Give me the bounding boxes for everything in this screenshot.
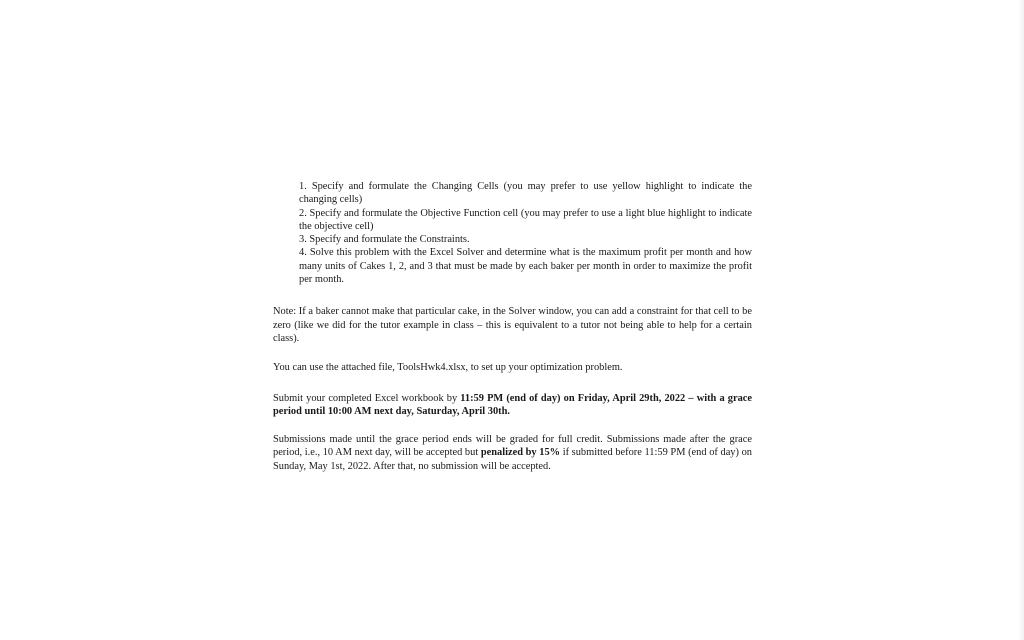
step-2: 2. Specify and formulate the Objective Function cell (you may prefer to use a light blue highlight to indicate the objective cell) [299, 207, 752, 232]
deadline-text: 11:59 PM (end of day) on Friday, April 29th, 2022 – with a grace period until 10:00 AM next day, Saturday, April 30th. [273, 392, 752, 417]
grading-text-2: if submitted before 11:59 PM (end of day) on Sunday, May 1st, 2022. After that, no submission will be accepted. [273, 447, 752, 472]
submission-deadline [273, 392, 752, 419]
grading-policy [273, 433, 752, 473]
step-1: 1. Specify and formulate the Changing Cells (you may prefer to use yellow highlight to indicate the changing cells) [299, 181, 752, 206]
attached-file-line: You can use the attached file, ToolsHwk4.xlsx, to set up your optimization problem. [273, 362, 623, 374]
step-3: 3. Specify and formulate the Constraints. [299, 234, 470, 246]
assignment-instructions [273, 180, 752, 473]
penalty-text: penalized by 15% [480, 447, 561, 459]
step-4: 4. Solve this problem with the Excel Solver and determine what is the maximum profit per month and how many units of Cakes 1, 2, and 3 that must be made by each baker per month in order to maximize the profit per month. [299, 247, 752, 286]
grading-text-1: Submissions made until the grace period ends will be graded for full credit. Submissions made after the grace period, i.e., 10 AM next day, will be accepted but [273, 434, 752, 459]
solver-note: Note: If a baker cannot make that particular cake, in the Solver window, you can add a constraint for that cell to be zero (like we did for the tutor example in class – this is equivalent to a tutor not being able to help for a certain class). [273, 306, 752, 344]
steps-list [299, 180, 752, 286]
scrollbar-edge [1018, 0, 1024, 640]
submission-intro: Submit your completed Excel workbook by [273, 392, 461, 404]
